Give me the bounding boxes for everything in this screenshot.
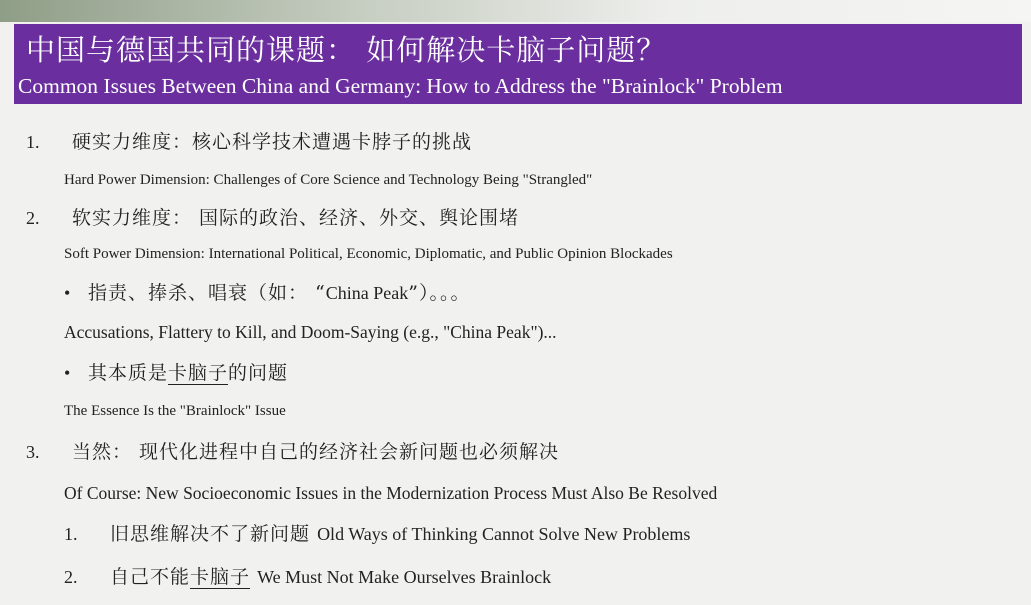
slide-title-english: Common Issues Between China and Germany: How to Address the "Brainlock" Problem [18,74,783,98]
item-3-sub-2-number: 2. [64,567,78,587]
bullet-2-zh-before: 其本质是 [88,362,169,384]
item-2-bullet-2-symbol: • [64,363,71,383]
item-3-sub-1-text [110,522,690,546]
item-2-bullet-1-zh [88,281,470,305]
sub-1-zh: 旧思维解决不了新问题 [110,523,311,545]
bullet-1-zh-after: ”）。。。 [408,282,471,304]
item-3-number: 3. [26,442,40,462]
sub-2-zh-underlined: 卡脑子 [190,566,251,588]
item-3-sub-2-text [110,565,551,589]
item-2-number: 2. [26,208,40,228]
item-3-heading-zh: 当然： 现代化进程中自己的经济社会新问题也必须解决 [72,441,560,463]
bullet-2-zh-underlined: 卡脑子 [168,362,229,384]
bullet-1-zh-before: 指责、捧杀、唱衰（如： “ [88,282,326,304]
title-bar [14,24,1022,104]
sub-2-zh-before: 自己不能 [110,566,191,588]
item-2-heading-en: Soft Power Dimension: International Political, Economic, Diplomatic, and Public Opinion Blockades [64,246,673,262]
item-3-heading-en: Of Course: New Socioeconomic Issues in the Modernization Process Must Also Be Resolved [64,483,718,503]
sub-2-en: We Must Not Make Ourselves Brainlock [257,567,552,587]
top-decorative-strip [0,0,1031,22]
item-2-bullet-1-symbol: • [64,283,71,303]
item-1-number: 1. [26,132,40,152]
item-3-sub-1-number: 1. [64,524,78,544]
slide-title-chinese: 中国与德国共同的课题： 如何解决卡脑子问题？ [26,33,667,67]
item-2-bullet-2-zh [88,361,288,385]
item-2-bullet-1-en: Accusations, Flattery to Kill, and Doom-Saying (e.g., "China Peak")... [64,322,557,342]
bullet-2-zh-after: 的问题 [228,362,289,384]
item-2-heading-zh: 软实力维度： 国际的政治、经济、外交、舆论围堵 [72,207,520,229]
sub-1-en: Old Ways of Thinking Cannot Solve New Problems [317,524,691,544]
item-1-heading-zh: 硬实力维度：核心科学技术遭遇卡脖子的挑战 [72,131,473,153]
item-2-bullet-2-en: The Essence Is the "Brainlock" Issue [64,403,286,419]
item-1-heading-en: Hard Power Dimension: Challenges of Core Science and Technology Being "Strangled" [64,172,593,188]
bullet-1-en-inline: China Peak [325,283,409,303]
